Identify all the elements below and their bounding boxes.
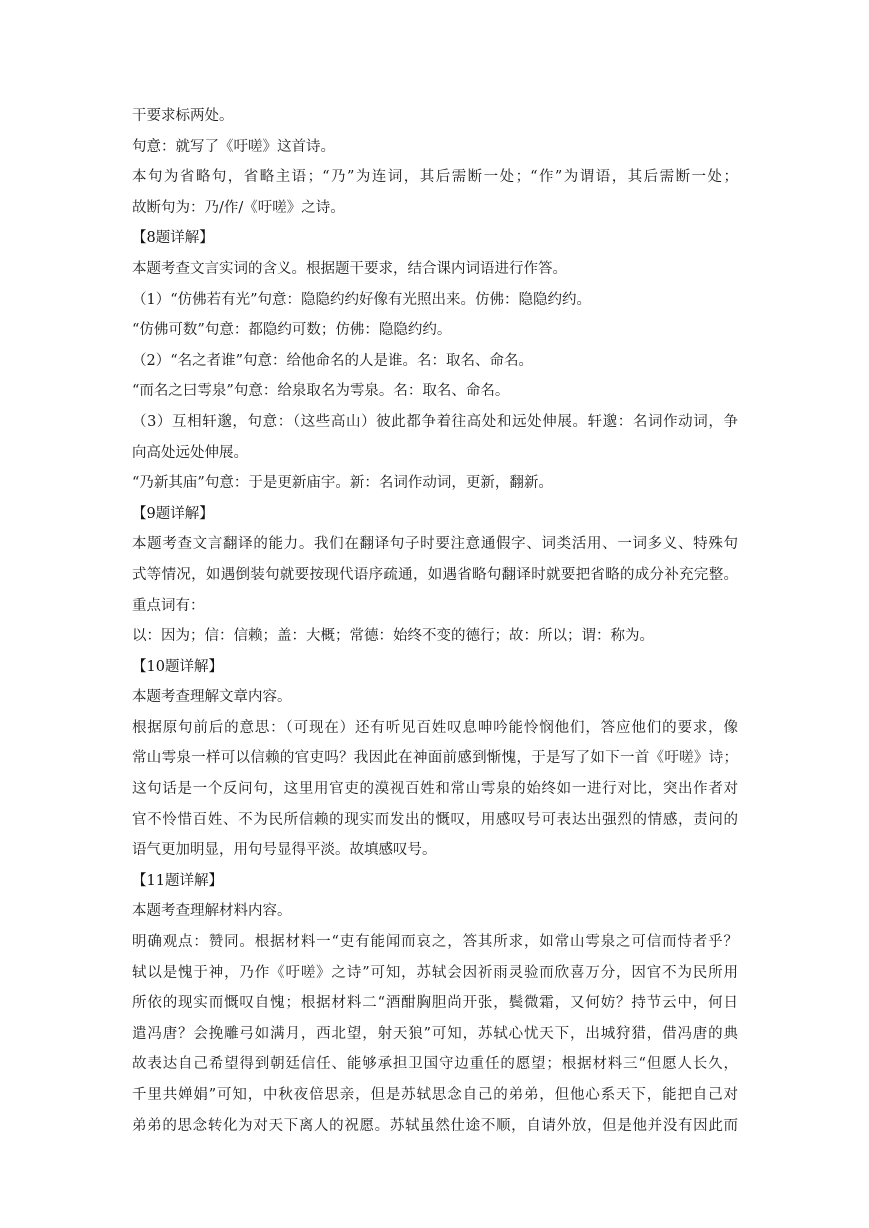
text-line: 常山雩泉一样可以信赖的官吏吗？我因此在神面前感到惭愧，于是写了如下一首《吁嗟》诗； (132, 750, 738, 767)
text-line: 本题考查文言翻译的能力。我们在翻译句子时要注意通假字、词类活用、一词多义、特殊句 (132, 536, 738, 553)
text-line: 式等情况，如遇倒装句就要按现代语序疏通，如遇省略句翻译时就要把省略的成分补充完整。 (132, 566, 738, 583)
text-line: 千里共婵娟”可知，中秋夜倍思亲，但是苏轼思念自己的弟弟，但他心系天下，能把自己对 (132, 1087, 738, 1103)
text-line: “仿佛可数”句意：都隐约可数；仿佛：隐隐约约。 (132, 322, 452, 339)
section-heading: 【10题详解】 (132, 658, 223, 675)
text-line: 遣冯唐？会挽雕弓如满月，西北望，射天狼”可知，苏轼心忧天下，出城狩猎，借冯唐的典 (132, 1025, 738, 1042)
section-heading: 【8题详解】 (132, 230, 214, 247)
text-line: （3）互相轩邈，句意：（这些高山）彼此都争着往高处和远处伸展。轩邈：名词作动词，争 (132, 413, 738, 430)
text-line: 向高处远处伸展。 (132, 444, 248, 461)
text-line: 根据原句前后的意思：（可现在）还有听见百姓叹息呻吟能怜悯他们，答应他们的要求，像 (132, 719, 738, 736)
document-body (132, 101, 738, 1141)
text-line: 官不怜惜百姓、不为民所信赖的现实而发出的慨叹，用感叹号可表达出强烈的情感，责问的 (132, 811, 738, 828)
text-line: 以：因为；信：信赖；盖：大概；常德：始终不变的德行；故：所以；谓：称为。 (132, 628, 654, 645)
text-line: 句意：就写了《吁嗟》这首诗。 (132, 138, 335, 155)
text-line: （2）“名之者谁”句意：给他命名的人是谁。名：取名、命名。 (132, 352, 534, 369)
text-line: 这句话是一个反问句，这里用官吏的漠视百姓和常山雩泉的始终如一进行对比，突出作者对 (132, 781, 738, 798)
text-line: 轼以是愧于神，乃作《吁嗟》之诗”可知，苏轼会因祈雨灵验而欣喜万分，因官不为民所用 (132, 964, 738, 981)
text-line: 本题考查理解文章内容。 (132, 689, 292, 706)
section-heading: 【9题详解】 (132, 505, 214, 522)
text-line: （1）“仿佛若有光”句意：隐隐约约好像有光照出来。仿佛：隐隐约约。 (132, 291, 592, 308)
text-line: 故表达自己希望得到朝廷信任、能够承担卫国守边重任的愿望；根据材料三“但愿人长久， (132, 1056, 738, 1073)
text-line: 干要求标两处。 (132, 108, 234, 124)
text-line: 本句为省略句，省略主语；“乃”为连词，其后需断一处；“作”为谓语，其后需断一处； (132, 169, 738, 186)
text-line: 本题考查理解材料内容。 (132, 903, 292, 920)
text-line: 重点词有： (132, 597, 205, 614)
text-line: 故断句为：乃/作/《吁嗟》之诗。 (132, 199, 345, 216)
text-line: “而名之曰雩泉”句意：给泉取名为雩泉。名：取名、命名。 (132, 383, 510, 400)
text-line: 语气更加明显，用句号显得平淡。故填感叹号。 (132, 842, 437, 859)
text-line: 明确观点：赞同。根据材料一“吏有能闻而哀之，答其所求，如常山雩泉之可信而恃者乎？ (132, 934, 738, 951)
text-line: 本题考查文言实词的含义。根据题干要求，结合课内词语进行作答。 (132, 260, 567, 277)
text-line: 所依的现实而慨叹自愧；根据材料二“酒酣胸胆尚开张，鬓微霜，又何妨？持节云中，何日 (132, 995, 738, 1012)
section-heading: 【11题详解】 (132, 872, 223, 889)
text-line: “乃新其庙”句意：于是更新庙宇。新：名词作动词，更新，翻新。 (132, 475, 553, 492)
text-line: 弟弟的思念转化为对天下离人的祝愿。苏轼虽然仕途不顺，自请外放，但是他并没有因此而 (132, 1117, 738, 1134)
